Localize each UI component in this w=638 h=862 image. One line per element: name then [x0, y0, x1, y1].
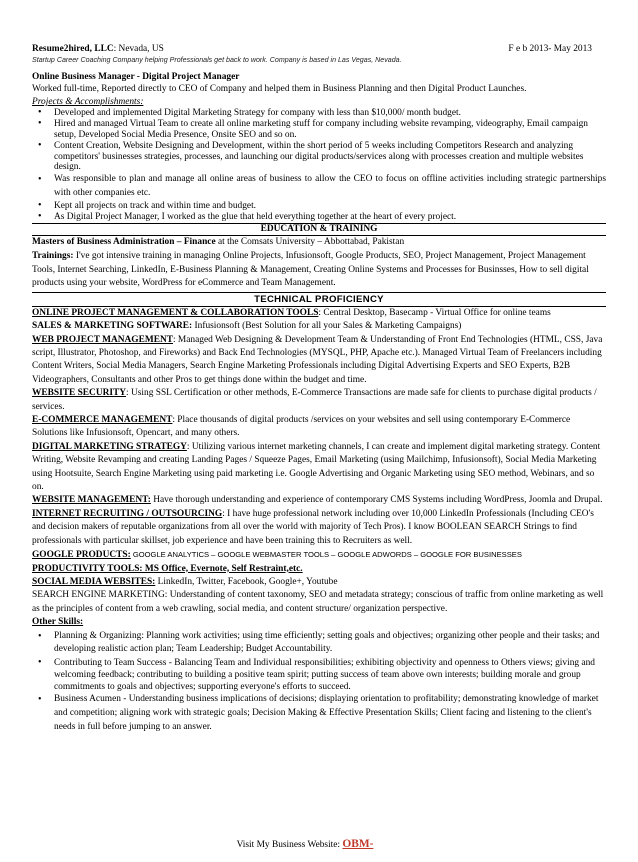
google-products-text: GOOGLE ANALYTICS – GOOGLE WEBMASTER TOOLS – GOOGLE ADWORDS – GOOGLE FOR BUSINESSES: [130, 550, 522, 560]
job-employer: [32, 43, 164, 55]
business-website-link[interactable]: OBM-: [342, 838, 374, 850]
degree-line: [32, 236, 606, 250]
job-header: [32, 43, 606, 55]
footer: [0, 838, 638, 850]
tech-item-text: Have thorough understanding and experience of contemporary CMS Systems including WordPress, Joomla and Drupal.: [150, 495, 603, 506]
tech-item: [32, 494, 606, 507]
social-media-label: SOCIAL MEDIA WEBSITES:: [32, 576, 156, 587]
tech-item: [32, 414, 606, 441]
tech-item-label: E-COMMERCE MANAGEMENT: [32, 415, 173, 426]
productivity-tools-line: PRODUCTIVITY TOOLS: MS Office, Evernote, Self Restraint,etc.: [32, 563, 303, 574]
tech-item-text: : Place thousands of digital products /services on your websites and sell using contemporary E-Commerce Solutions like Infusionsoft, Opencart, and many others.: [32, 415, 571, 439]
tech-item-label: INTERNET RECRUITING / OUTSOURCING: [32, 508, 223, 519]
job-title: Online Business Manager - Digital Project Manager: [32, 72, 240, 83]
tech-item-text: : Using SSL Certification or other methods, E-Commerce Transactions are made safe for clients to purchase digital products / services.: [32, 388, 597, 412]
job-bullet: • Content Creation, Website Designing and Development, within the short period of 5 weeks including Competitors Research and analyzing competitors' businesses strategies, processes, and launching our digital products/services along with processes creation and multiple websites design.: [54, 141, 606, 173]
tech-item-text: : Central Desktop, Basecamp - Virtual Office for online teams: [318, 307, 551, 318]
job-bullet: • Developed and implemented Digital Marketing Strategy for company with less than $10,000/ month budget.: [54, 108, 606, 119]
company-location: : Nevada, US: [113, 44, 164, 54]
technical-heading-text: TECHNICAL PROFICIENCY: [254, 293, 384, 305]
footer-label: Visit My Business Website:: [236, 840, 343, 850]
other-skills-label: Other Skills:: [32, 617, 84, 628]
sem-paragraph: SEARCH ENGINE MARKETING: Understanding of content taxonomy, SEO and metadata strategy; conscious of traffic from online marketing as well as the principles of content from a web crawling, social media, and content structure/ organization perspective.: [32, 590, 604, 614]
company-name: Resume2hired, LLC: [32, 44, 114, 54]
job-bullet-list: [32, 108, 606, 223]
job-bullet: • Was responsible to plan and manage all online areas of business to allow the CEO to focus on offline activities including strategic partnerships with other companies etc.: [54, 173, 606, 199]
tech-item: [32, 441, 606, 495]
training-label: Trainings:: [32, 251, 74, 261]
job-bullet: • Hired and managed Virtual Team to create all online marketing stuff for company including website revamping, videography, Email campaign setup, Developed Social Media Presence, Onsite SEO and so on.: [54, 119, 606, 140]
google-products-label: GOOGLE PRODUCTS:: [32, 550, 131, 561]
technical-list: [32, 307, 606, 630]
job-dates: F e b 2013- May 2013: [508, 44, 592, 54]
projects-label: Projects & Accomplishments:: [32, 96, 144, 107]
tech-item: [32, 307, 606, 320]
tech-item-text: : Utilizing various internet marketing channels, I can create and implement digital marketing strategy. Content Writing, Website Revamping and creating Landing Pages / Squeeze Pages, Email Marketing (using Mailchimp, Infusionsoft), Social Media Marketing using Hootsuite, Search Engine Marketing using paid marketing i.e. Google Advertising and Organic Marketing using SEO method, Webinars, and so on.: [32, 441, 601, 493]
tech-item-text: : I have huge professional network including over 10,000 LinkedIn Professionals (Including CEO's and decision makers of reputable organizations from all over the world with majority of Tech Pros). I know BOOLEAN SEARCH Strings to find professionals with particular skillset, job experience and have been training this to Recruiters as well.: [32, 508, 594, 546]
tech-item-text: : Managed Web Designing & Development Team & Understanding of Front End Technologies (HTML, CSS, Java script, Illustrator, Photoshop, and Fireworks) and Back End Technologies (MYSQL, PHP, Apache etc.). Managed Virtual Team of Freelancers including Content Writers, Social Media Managers, Search Engine Marketing Professionals including Digital Advertising Experts and SEO Experts, B2B Videographers, Consultants and other Pros to get things done within the budget and time.: [32, 334, 603, 385]
resume-content: [32, 43, 606, 734]
other-skill-bullet: • Contributing to Team Success - Balancing Team and Individual responsibilities; exhibiting objectivity and openness to Others views; giving and welcoming feedback; contributing to building a positive team spirit; putting success of team above own interests; building morale and group commitments to goals and objectives; supporting everyone's efforts to succeed.: [54, 657, 606, 694]
job-bullet: • Kept all projects on track and within time and budget.: [54, 201, 606, 212]
training-text: I've got intensive training in managing Online Projects, Infusionsoft, Google Products, SEO, Project Management, Project Management Tools, Internet Searching, LinkedIn, E-Business Planning & Management, Creating Online Systems and Processes for Businsses, How to sell digital products using your website, WordPress for eCommerce and Team Management.: [32, 251, 589, 289]
other-skills-list: [32, 630, 606, 735]
technical-heading: [32, 292, 606, 307]
company-tagline: Startup Career Coaching Company helping Professionals get back to work. Company is based in Las Vegas, Nevada.: [32, 56, 402, 65]
tech-item: [32, 508, 606, 548]
tech-item-label: SALES & MARKETING SOFTWARE:: [32, 321, 193, 332]
tech-item-label: DIGITAL MARKETING STRATEGY: [32, 441, 187, 452]
degree-school: at the Comsats University – Abbottabad, Pakistan: [215, 237, 405, 248]
tech-item: [32, 334, 606, 388]
degree-name: Masters of Business Administration – Finance: [32, 237, 216, 248]
tech-item: [32, 320, 606, 333]
other-skill-bullet: • Planning & Organizing: Planning work activities; using time efficiently; setting goals and objectives; organizing other people and their tasks; and developing realistic action plan; Team Leadership; Budget Accountability.: [54, 630, 606, 657]
tech-item: [32, 387, 606, 414]
tech-item-label: WEB PROJECT MANAGEMENT: [32, 334, 173, 345]
job-summary: Worked full-time, Reported directly to CEO of Company and helped them in Business Planning and then Digital Product Launches.: [32, 84, 527, 95]
training-paragraph: [32, 250, 606, 291]
tech-item-label: WEBSITE MANAGEMENT:: [32, 495, 151, 506]
tech-item-label: ONLINE PROJECT MANAGEMENT & COLLABORATION TOOLS: [32, 307, 319, 318]
tech-item-text: Infusionsoft (Best Solution for all your Sales & Marketing Campaigns): [192, 321, 462, 332]
google-products-line: [32, 548, 606, 562]
other-skill-bullet: • Business Acumen - Understanding business implications of decisions; displaying orientation to profitability; demonstrating knowledge of market and competition; aligning work with strategic goals; Decision Making & Effective Presentation Skills; Client facing and listening to the client's needs in full before jumping to an answer.: [54, 693, 606, 734]
education-heading: EDUCATION & TRAINING: [32, 223, 606, 236]
social-media-text: LinkedIn, Twitter, Facebook, Google+, Youtube: [155, 576, 338, 587]
job-bullet: • As Digital Project Manager, I worked as the glue that held everything together at the heart of every project.: [54, 212, 606, 223]
social-media-line: [32, 576, 606, 589]
tech-item-label: WEBSITE SECURITY: [32, 388, 127, 399]
